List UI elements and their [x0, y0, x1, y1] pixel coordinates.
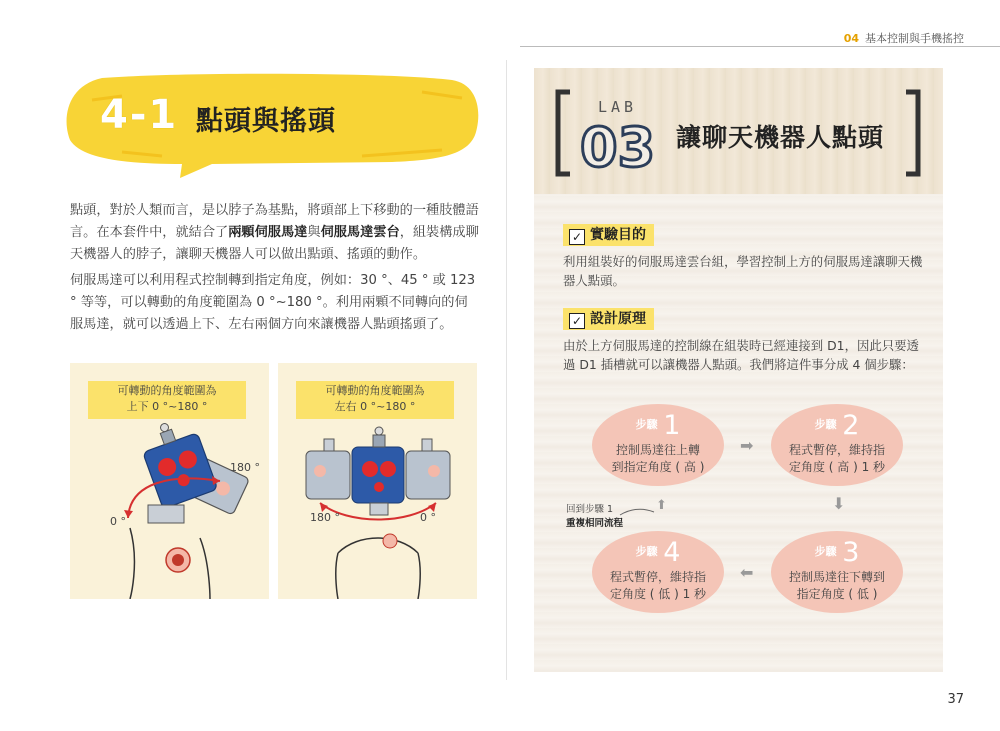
purpose-text: 利用組裝好的伺服馬達雲台組，學習控制上方的伺服馬達讓聊天機器人點頭。 — [563, 254, 923, 288]
chapter-header — [844, 30, 964, 46]
lab-label: LAB — [598, 98, 638, 116]
step-2: $^{步驟}$ 2 程式暫停，維持指 定角度 ( 高 ) 1 秒 — [771, 404, 903, 486]
step-1: $^{步驟}$ 1 控制馬達往上轉 到指定角度 ( 高 ) — [592, 404, 724, 486]
lab-number: 03 — [580, 116, 656, 179]
shake-angle-max: 180 ° — [310, 511, 340, 524]
step-4: $^{步驟}$ 4 程式暫停，維持指 定角度 ( 低 ) 1 秒 — [592, 531, 724, 613]
nod-angle-max: 180 ° — [230, 461, 260, 474]
shake-caption: 可轉動的角度範圍為 左右 0 °~180 ° — [296, 381, 454, 419]
page-gutter — [506, 60, 507, 680]
section-number: 4-1 — [100, 92, 179, 138]
page-number: 37 — [947, 692, 964, 707]
step-3: $^{步驟}$ 3 控制馬達往下轉到 指定角度 ( 低 ) — [771, 531, 903, 613]
checkbox-icon: ✓ — [569, 313, 585, 329]
chapter-title: 基本控制與手機搖控 — [865, 32, 964, 45]
nod-illustration — [70, 363, 269, 599]
purpose-tag: ✓ 實驗目的 — [563, 224, 654, 246]
servo-paragraph: 伺服馬達可以利用程式控制轉到指定角度，例如：30 °、45 ° 或 123 ° 等等，可以轉動的角度範圍為 0 °~180 °。利用兩顆不同轉向的伺服馬達，就可以透過上下、左右兩個方向來讓機器人點頭搖頭了。 — [70, 273, 476, 332]
nod-caption: 可轉動的角度範圍為 上下 0 °~180 ° — [88, 381, 246, 419]
nod-angle-min: 0 ° — [110, 515, 126, 528]
return-curve — [618, 506, 658, 518]
intro-paragraph: 點頭，對於人類而言，是以脖子為基點，將頭部上下移動的一種肢體語言。在本套件中，就結合了兩顆伺服馬達與伺服馬達雲台，組裝構成聊天機器人的脖子，讓聊天機器人可以做出點頭、搖頭的動作。 — [70, 203, 479, 262]
section-title: 點頭與搖頭 — [196, 106, 336, 137]
shake-angle-min: 0 ° — [420, 511, 436, 524]
header-rule — [520, 46, 1000, 47]
principle-text: 由於上方伺服馬達的控制線在組裝時已經連接到 D1，因此只要透過 D1 插槽就可以讓機器人點頭。我們將這件事分成 4 個步驟： — [563, 338, 919, 372]
arrow-down-icon: ⬇ — [832, 494, 846, 513]
highlight-gimbal: 伺服馬達雲台 — [320, 225, 400, 240]
return-note: 回到步驟 1 重複相同流程 — [566, 504, 624, 529]
shake-illustration — [278, 363, 477, 599]
principle-tag: ✓ 設計原理 — [563, 308, 654, 330]
highlight-servo: 兩顆伺服馬達 — [228, 225, 308, 240]
arrow-left-icon: ⬅ — [740, 563, 754, 582]
chapter-number: 04 — [843, 32, 859, 45]
arrow-up-icon: ⬆ — [656, 498, 667, 513]
lab-title: 讓聊天機器人點頭 — [676, 123, 885, 152]
checkbox-icon: ✓ — [569, 229, 585, 245]
arrow-right-icon: ➡ — [740, 436, 754, 455]
